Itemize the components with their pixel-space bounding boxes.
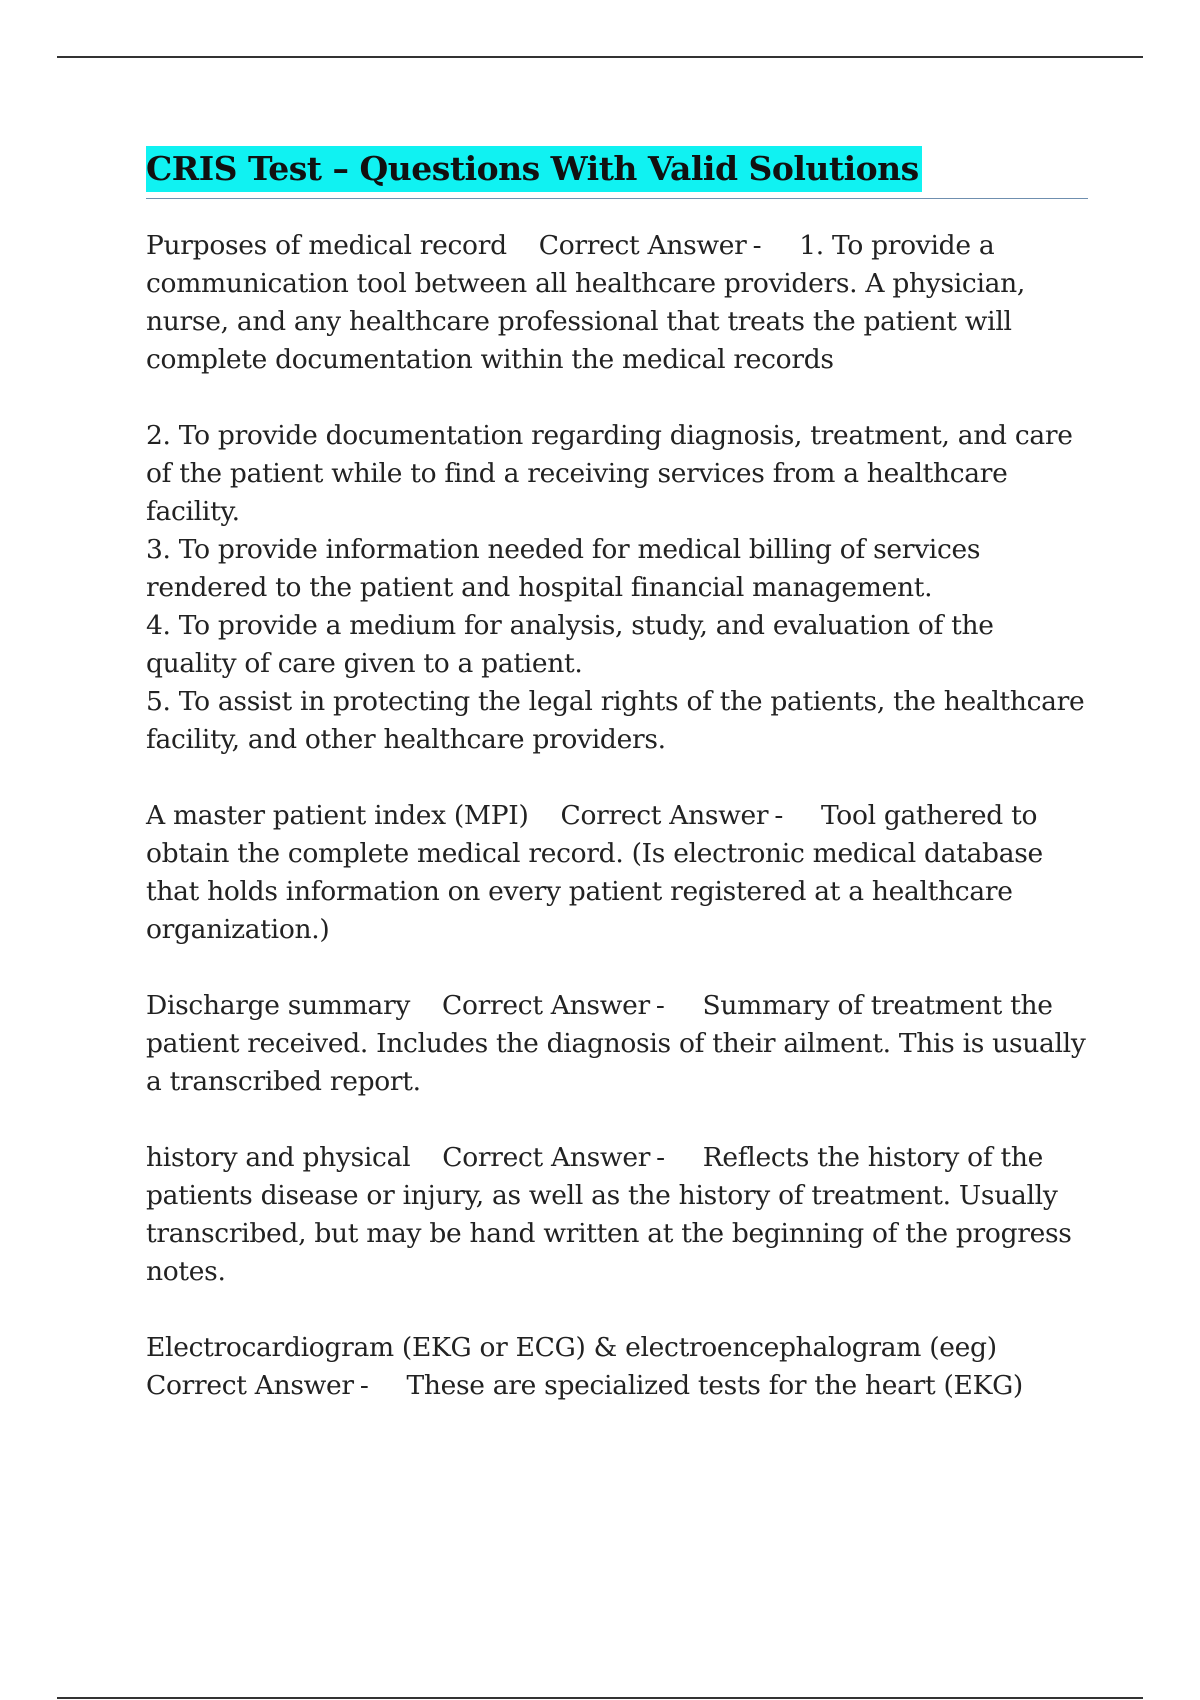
answer-item-2: 2. To provide documentation regarding diagnosis, treatment, and care of the patient while to find a receiving services from a healthcare facility.: [146, 420, 1073, 527]
qa-entry-purposes: [146, 227, 1088, 759]
answer-dash: -: [774, 800, 783, 831]
question-term: A master patient index (MPI): [146, 800, 529, 831]
qa-entry-mpi: [146, 797, 1088, 949]
answer-dash: -: [752, 230, 762, 261]
answer-dash: -: [656, 1142, 665, 1173]
qa-paragraph: [146, 1139, 1088, 1291]
title-block: [146, 146, 1088, 199]
correct-answer-label: Correct Answer: [442, 990, 650, 1021]
question-term: Discharge summary: [146, 990, 411, 1021]
answer-item-3: 3. To provide information needed for medical billing of services rendered to the patient and hospital financial management.: [146, 534, 981, 603]
answer-text: Summary of treatment the patient received. Includes the diagnosis of their ailment. This is usually a transcribed report.: [146, 990, 1086, 1097]
qa-entry-history-physical: [146, 1139, 1088, 1291]
qa-paragraph: [146, 797, 1088, 949]
paragraph-gap: [146, 379, 1088, 417]
correct-answer-label: Correct Answer: [146, 1370, 354, 1401]
question-term: Electrocardiogram (EKG or ECG) & electroencephalogram (eeg): [146, 1332, 997, 1363]
answer-dash: -: [359, 1370, 369, 1401]
qa-entry-discharge-summary: [146, 987, 1088, 1101]
answer-text: 1. To provide a communication tool between all healthcare providers. A physician, nurse, and any healthcare professional that treats the patient will complete documentation within the medical records: [146, 230, 1026, 375]
correct-answer-label: Correct Answer: [560, 800, 769, 831]
answer-text: Reflects the history of the patients disease or injury, as well as the history of treatment. Usually transcribed, but may be hand written at the beginning of the progress notes.: [146, 1142, 1072, 1287]
top-page-rule: [57, 56, 1143, 58]
correct-answer-label: Correct Answer: [442, 1142, 651, 1173]
bottom-page-rule: [57, 1697, 1143, 1699]
document-body: [146, 146, 1088, 1443]
document-title: CRIS Test – Questions With Valid Solutions: [146, 146, 922, 192]
qa-paragraph: [146, 227, 1088, 379]
answer-dash: -: [655, 990, 665, 1021]
question-term: Purposes of medical record: [146, 230, 507, 261]
answer-text: These are specialized tests for the heart (EKG): [406, 1370, 1023, 1401]
answer-item-5: 5. To assist in protecting the legal rights of the patients, the healthcare facility, and other healthcare providers.: [146, 686, 1085, 755]
question-term: history and physical: [146, 1142, 411, 1173]
correct-answer-label: Correct Answer: [538, 230, 747, 261]
qa-entry-ekg-eeg: [146, 1329, 1088, 1405]
qa-paragraph: [146, 987, 1088, 1101]
answer-text: Tool gathered to obtain the complete medical record. (Is electronic medical database that holds information on every patient registered at a healthcare organization.): [146, 800, 1043, 945]
qa-paragraph: [146, 1329, 1088, 1405]
answer-item-4: 4. To provide a medium for analysis, study, and evaluation of the quality of care given to a patient.: [146, 610, 994, 679]
